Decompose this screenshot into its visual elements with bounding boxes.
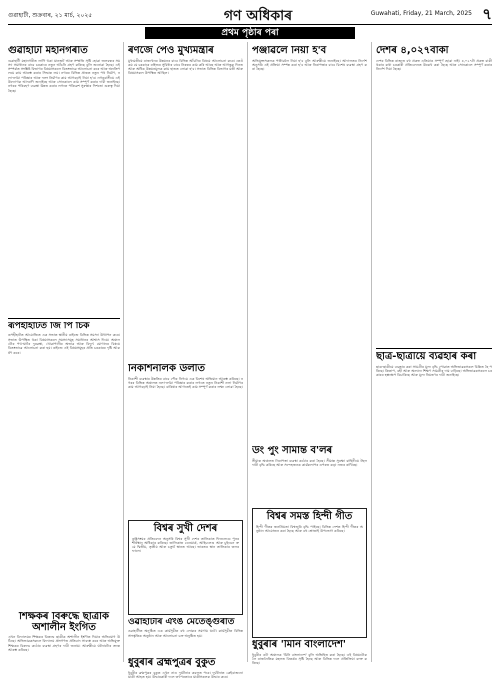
article-headline: বিশ্বৰ সমস্ত হিন্দী গীত xyxy=(266,511,353,522)
article-headline: পঞ্জাৱলৈ নিয়া হ'ব xyxy=(252,46,327,56)
article-happiest-country xyxy=(128,520,243,615)
article-guwahati xyxy=(8,46,120,316)
article-headline: উং পুং সীমান্ত ব'লৰ xyxy=(252,446,333,456)
article-body: এখন বিদ্যালয়ৰ শিক্ষকৰ বিৰুদ্ধে ছাত্ৰীক অশালীন ইংগিত দিয়াৰ অভিযোগ উঠিছে। অভিভাৱকসকলে বিদ্যালয় প্ৰাংগণত প্ৰতিবাদ সাব্যস্ত কৰে আৰু অভিযুক্ত শিক্ষকৰ বিৰুদ্ধে কঠোৰ ব্যৱস্থা গ্ৰহণৰ দাবী জনায়। আৰক্ষীয়ে ঘটনাটোৰ তদন্ত আৰম্ভ কৰিছে। xyxy=(8,635,120,652)
article-mini-bangladesh xyxy=(252,640,367,695)
masthead-date-right: Guwahati, Friday, 21 March, 2025 xyxy=(370,10,472,17)
article-body: নিকাশী ব্যৱস্থাৰ উন্নতিৰ বাবে পৌৰ নিগমে এক বিশেষ অভিযান আৰম্ভ কৰিছে। নগৰৰ বিভিন্ন অঞ্চলত নলা-নৰ্দমা পৰিষ্কাৰ কৰাৰ লগতে নতুন নিকাশী নলা নিৰ্মাণৰ কাম আগবঢ়াই নিয়া হৈছে। বাৰিষাৰ আগতেই কাম সম্পূৰ্ণ কৰাৰ লক্ষ্য লোৱা হৈছে। xyxy=(128,376,243,390)
article-body: দেশৰ বিভিন্ন ৰাজ্যত বহু প্ৰকল্প এতিয়াও সম্পূৰ্ণ হোৱা নাই। ৪,০২৭টা প্ৰকল্প বাকী থকাৰ কথা চৰকাৰী প্ৰতিবেদনত উল্লেখ কৰা হৈছে আৰু সোনকালে সম্পূৰ্ণ কৰাৰ নিৰ্দেশ দিয়া হৈছে। xyxy=(376,58,492,72)
section-divider xyxy=(8,318,120,319)
section-banner: প্ৰথম পৃষ্ঠাৰ পৰা xyxy=(145,27,355,39)
article-body: ছাত্ৰ-ছাত্ৰীয়ে ব্যৱহাৰ কৰা সামগ্ৰীৰ মূল্য বৃদ্ধি পোৱাত অভিভাৱকসকল চিন্তিত হৈ পৰিছে। কিতাপ, বহী আৰু অন্যান্য শিক্ষণ সামগ্ৰীৰ দাম বাঢ়িছে। অভিভাৱকসকলে চৰকাৰৰ হস্তক্ষেপ বিচাৰিছে আৰু মূল্য নিয়ন্ত্ৰণৰ দাবী জনাইছে। xyxy=(376,364,492,378)
article-teacher xyxy=(8,612,120,694)
article-headline: ধুবুৰীৰ 'মিনি বাংলাদেশ' xyxy=(252,640,346,650)
article-body: সীমান্ত অঞ্চলত নিৰাপত্তা ব্যৱস্থা কঠোৰ কৰা হৈছে। সীমান্ত সুৰক্ষা বাহিনীয়ে টহলদাৰী বৃদ্ধি কৰিছে আৰু সন্দেহজনক কাৰ্যকলাপৰ ওপৰত কড়া নজৰ ৰাখিছে। xyxy=(252,458,367,467)
article-headline: গুৱাহাটী মহানগৰীত xyxy=(8,46,88,56)
article-punjab xyxy=(252,46,367,446)
article-headline: ৰূপহীহাটত জি পি চিক xyxy=(8,322,90,331)
article-body: অভিযুক্তসকলক পঞ্জাৱলৈ নিয়া হ'ব বুলি আৰক্ষীয়ে জনাইছে। আদালতৰ নিৰ্দেশ অনুসৰি এই প্ৰক্ৰিয়া সম্পন্ন কৰা হ'ব আৰু নিৰাপত্তাৰ বাবে বিশেষ ব্যৱস্থা গ্ৰহণ কৰা হৈছে। xyxy=(252,58,367,72)
article-body: ৰাষ্ট্ৰসংঘৰ প্ৰতিবেদন অনুসৰি বিশ্বৰ সুখী দেশৰ তালিকাত ফিনলেণ্ডে পুনৰ শীৰ্ষস্থান অধিকাৰ কৰিছে। তালিকাত ডেনমাৰ্ক, আইচলেণ্ড আৰু চুইডেন ক্ৰমে দ্বিতীয়, তৃতীয় আৰু চতুৰ্থ স্থানত আছে। ভাৰতৰ স্থান তালিকাৰ তলৰ ফালে। xyxy=(132,536,239,554)
article-headline: ছাত্ৰ-ছাত্ৰীয়ে ব্যৱহাৰ কৰা xyxy=(376,352,477,362)
masthead-date-left: গুৱাহাটী, শুক্ৰবাৰ, ২১ মাৰ্চ, ২০২৫ xyxy=(8,12,93,19)
article-rupohihat xyxy=(8,322,120,612)
column-divider xyxy=(123,42,124,662)
page-number: ৭ xyxy=(482,5,492,23)
article-pending-projects xyxy=(376,46,492,346)
newspaper-title: গণ অধিকাৰ xyxy=(223,8,293,24)
article-headline: বিশ্বৰ সুখী দেশৰ xyxy=(153,523,218,534)
article-hindi-songs xyxy=(252,508,367,638)
article-chief-minister xyxy=(128,46,243,364)
article-headline: দেশৰ ৪,০২৭বাকী xyxy=(376,46,449,56)
article-body: ধুবুৰীৰ এটা অঞ্চলক 'মিনি বাংলাদেশ' বুলি অভিহিত কৰা হৈছে। এই বিষয়টোক লৈ ৰাজনৈতিক মহলত বিতৰ্কৰ সৃষ্টি হৈছে আৰু বিভিন্ন দলে প্ৰতিক্ৰিয়া ব্যক্ত কৰিছে। xyxy=(252,652,367,666)
article-drainage xyxy=(128,364,243,514)
article-headline: ধুবুৰীৰ ব্ৰহ্মপুত্ৰৰ বুকুত xyxy=(128,658,216,668)
article-headline: নিকাশনালক উলীত xyxy=(128,364,206,374)
column-divider xyxy=(247,42,248,662)
article-owahati xyxy=(128,618,243,656)
column-divider xyxy=(371,42,372,662)
article-dhubri-brahmaputra xyxy=(128,658,243,696)
article-headline: ওৱাহাটীৰ ঐংঙ মেতেঙ্গুৰীত xyxy=(128,618,235,627)
article-body: গুৱাহাটী মহানগৰীত লাগি থকা যানজট আৰু সম্প্ৰতি সৃষ্টি হোৱা জলবন্ধৰ সমস্যা সমাধানৰ বাবে চৰকাৰে নতুন আঁচনি গ্ৰহণ কৰিছে বুলি জনোৱা হৈছে। এই সম্পৰ্কত সংশ্লিষ্ট বিভাগৰ বিষয়াসকলে বিতংভাৱে আলোচনা কৰে আৰু অনতিপলমে কাম আৰম্ভ কৰাৰ সিদ্ধান্ত লয়। নগৰৰ বিভিন্ন প্ৰান্তত নতুন পথ নিৰ্মাণ, নলা-নৰ্দমা পৰিষ্কাৰ আৰু দলং নিৰ্মাণৰ কাম আগবঢ়াই নিয়া হ'ব। নগৰবাসীয়ে এই উদ্যোগক আদৰণি জনাইছে আৰু সোনকালে কাম সম্পূৰ্ণ কৰাৰ দাবী জনাইছে। নগৰৰ পৰিবহণ ব্যৱস্থা উন্নত কৰাৰ লগতে পৰিৱেশ সুৰক্ষাৰ দিশতো গুৰুত্ব দিয়া হৈছে। xyxy=(8,58,120,93)
article-headline: ৰণজে পেও মুখ্যমন্ত্ৰীৰ xyxy=(128,46,214,56)
article-border xyxy=(252,446,367,506)
article-body: হিন্দী গীতৰ জনপ্ৰিয়তা বিশ্বজুৰি বৃদ্ধি পাইছে। বিভিন্ন দেশত হিন্দী গীতৰ অনুষ্ঠান আয়োজন কৰা হৈছে আৰু বহু শ্ৰোতাই উপভোগ কৰিছে। xyxy=(256,524,363,533)
article-body: ধুবুৰীৰ ব্ৰহ্মপুত্ৰৰ বুকুত এখন নাও দুৰ্ঘটনাৰ কবলত পৰে। দুৰ্ঘটনাত কেইবাজনো যাত্ৰী আহত হয়। উদ্ধাৰকাৰী দলে তৎপৰতাৰে যাত্ৰীসকলক উদ্ধাৰ কৰে। xyxy=(128,670,243,679)
article-body: ওৱাহাটীত অনুষ্ঠিত এক কাৰ্যসূচীত বহু লোকৰ সমাগম ঘটে। কাৰ্যসূচীত বিভিন্ন সাংস্কৃতিক অনুষ্ঠান আৰু আলোচনা চক্ৰ অনুষ্ঠিত হয়। xyxy=(128,629,243,638)
masthead xyxy=(8,4,492,25)
article-body: ৰূপহীহাটত আয়োজিত এক সভাত স্থানীয় ৰাইজে বিভিন্ন সমস্যা উত্থাপন কৰে। সভাত উপস্থিত থকা বিষয়াসকলে সমস্যাসমূহ সমাধানৰ আশ্বাস দিয়ে। অঞ্চলটোৰ পথ-ঘাটৰ দুৰৱস্থা, খোৱাপানীৰ অভাৱ আৰু বিদ্যুৎ যোগানৰ বিষয়ে বিতংভাৱে আলোচনা কৰা হয়। ৰাইজে এই বিষয়সমূহৰ প্ৰতি চৰকাৰৰ দৃষ্টি আকৰ্ষণ কৰে। xyxy=(8,333,120,355)
article-headline: শিক্ষকৰ বিৰুদ্ধে ছাত্ৰীক অশালীন ইংগিত xyxy=(19,612,109,633)
section-divider xyxy=(376,348,492,349)
article-body: মুখ্যমন্ত্ৰীয়ে ৰাজ্যখনৰ উন্নয়নৰ বাবে বিভিন্ন আঁচনিৰ বিষয়ে আলোচনা কৰে। তেওঁ কয় যে চৰকাৰে ৰাইজৰ সুবিধাৰ বাবে নিৰন্তৰ কাম কৰি আছে আৰু আগন্তুক দিনত আৰু অধিক উন্নয়নমূলক কাম হাতত লোৱা হ'ব। সভাত বিভিন্ন বিভাগৰ মন্ত্ৰী আৰু বিষয়াসকল উপস্থিত আছিল। xyxy=(128,58,243,76)
article-students xyxy=(376,352,492,695)
